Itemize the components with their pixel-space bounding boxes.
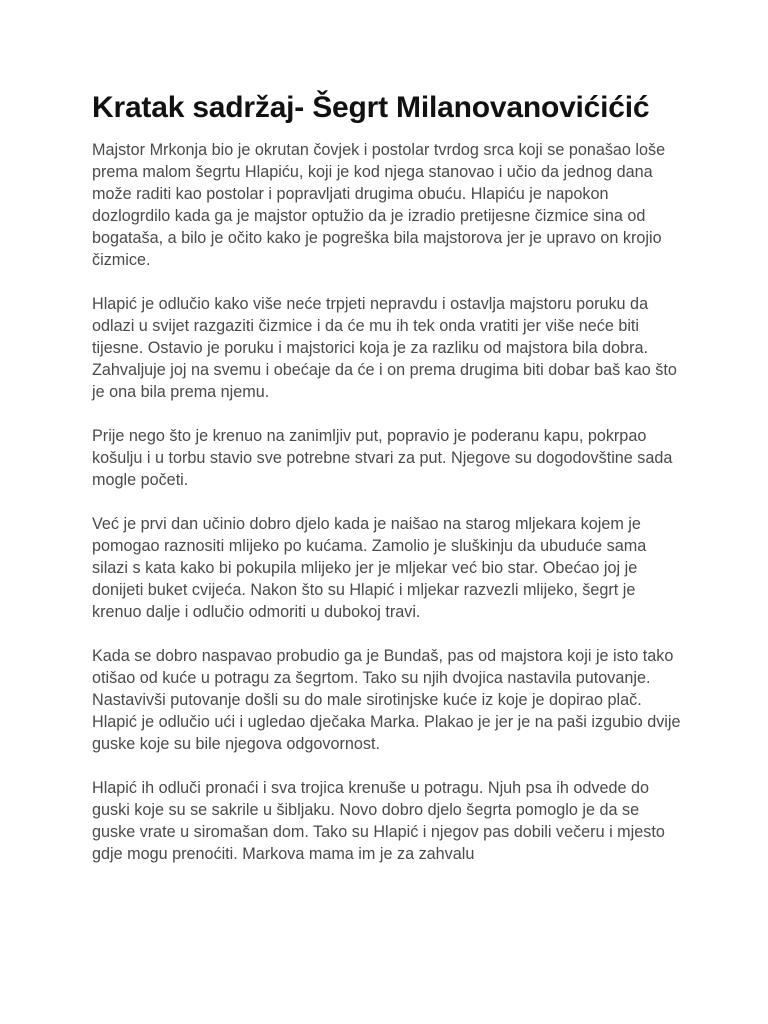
- paragraph: Prije nego što je krenuo na zanimljiv put, popravio je poderanu kapu, pokrpao košulju i u torbu stavio sve potrebne stvari za put. Njegove su dogodovštine sada mogle početi.: [92, 427, 673, 489]
- document-title: Kratak sadržaj- Šegrt Milanovanovićićić: [92, 91, 650, 124]
- paragraph: Već je prvi dan učinio dobro djelo kada je naišao na starog mljekara kojem je pomogao raznositi mlijeko po kućama. Zamolio je sluškinju da ubuduće sama silazi s kata kako bi pokupila mlijeko jer je mljekar već bio star. Obećao joj je donijeti buket cvijeća. Nakon što su Hlapić i mljekar razvezli mlijeko, šegrt je krenuo dalje i odlučio odmoriti u dubokoj travi.: [92, 515, 647, 621]
- document-page: [92, 86, 684, 887]
- paragraph: Kada se dobro naspavao probudio ga je Bundaš, pas od majstora koji je isto tako otišao od kuće u potragu za šegrtom. Tako su njih dvojica nastavila putovanje. Nastavivši putovanje došli su do male sirotinjske kuće iz koje je dopirao plač. Hlapić je odlučio ući i ugledao dječaka Marka. Plakao je jer je na paši izgubio dvije guske koje su bile njegova odgovornost.: [92, 647, 681, 753]
- paragraph: Hlapić je odlučio kako više neće trpjeti nepravdu i ostavlja majstoru poruku da odlazi u svijet razgaziti čizmice i da će mu ih tek onda vratiti jer više neće biti tijesne. Ostavio je poruku i majstorici koja je za razliku od majstora bila dobra. Zahvaljuje joj na svemu i obećaje da će i on prema drugima biti dobar baš kao što je ona bila prema njemu.: [92, 295, 677, 401]
- paragraph: Hlapić ih odluči pronaći i sva trojica krenuše u potragu. Njuh psa ih odvede do guski koje su se sakrile u šibljaku. Novo dobro djelo šegrta pomoglo je da se guske vrate u siromašan dom. Tako su Hlapić i njegov pas dobili večeru i mjesto gdje mogu prenoćiti. Markova mama im je za zahvalu: [92, 779, 665, 863]
- paragraph: Majstor Mrkonja bio je okrutan čovjek i postolar tvrdog srca koji se ponašao loše prema malom šegrtu Hlapiću, koji je kod njega stanovao i učio da jednog dana može raditi kao postolar i popravljati drugima obuću. Hlapiću je napokon dozlogrdilo kada ga je majstor optužio da je izradio pretijesne čizmice sina od bogataša, a bilo je očito kako je pogreška bila majstorova jer je upravo on krojio čizmice.: [92, 141, 666, 269]
- document-body: [92, 139, 684, 865]
